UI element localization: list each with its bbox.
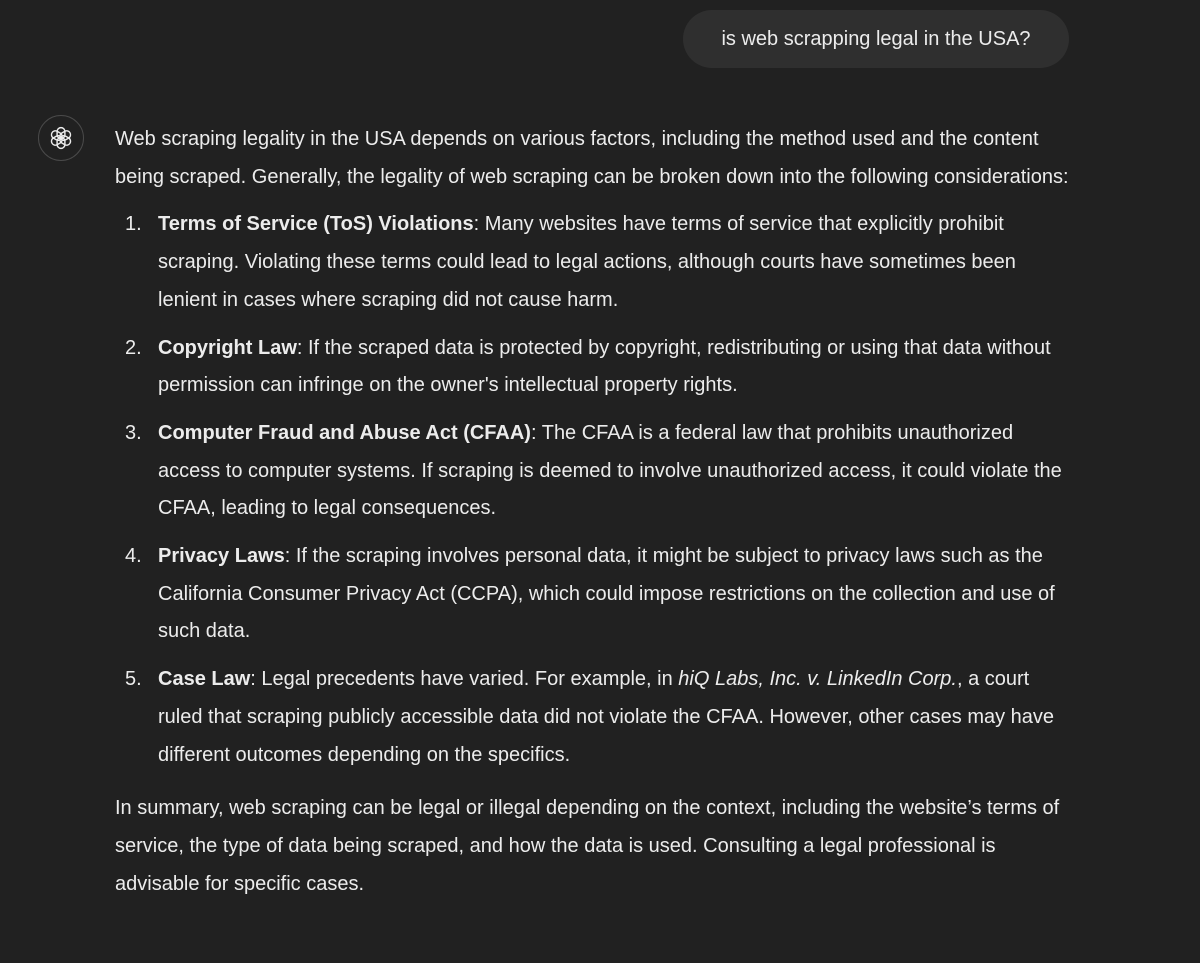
list-item-number: 2. (125, 336, 142, 359)
list-item-text-continued: , a court ruled that scraping publicly accessible data did not violate the CFAA. However, other cases may have different outcomes depending on the specifics. (158, 668, 1055, 766)
list-item-number: 3. (125, 421, 142, 444)
user-message-text: is web scrapping legal in the USA? (721, 28, 1031, 50)
case-name: hiQ Labs, Inc. v. LinkedIn Corp. (678, 668, 957, 691)
response-intro: Web scraping legality in the USA depends on various factors, including the method used and the content being scraped. Generally, the legality of web scraping can be broken down into the following considerations: (115, 128, 1069, 188)
assistant-avatar (38, 115, 84, 161)
list-item (115, 538, 1075, 651)
response-summary: In summary, web scraping can be legal or illegal depending on the context, including the website’s terms of service, the type of data being scraped, and how the data is used. Consulting a legal professional is advisable for specific cases. (115, 797, 1060, 895)
list-item (115, 206, 1075, 319)
list-item-text: : The CFAA is a federal law that prohibits unauthorized access to computer systems. If scraping is deemed to involve unauthorized access, it could violate the CFAA, leading to legal consequences. (158, 421, 1062, 520)
list-item-text: : If the scraped data is protected by copyright, redistributing or using that data without permission can infringe on the owner's intellectual property rights. (158, 336, 1051, 397)
list-item (115, 330, 1075, 405)
list-item-title: Terms of Service (ToS) Violations (158, 213, 474, 236)
list-item-title: Copyright Law (158, 336, 297, 359)
assistant-response (115, 121, 1075, 903)
list-item-text: : If the scraping involves personal data, it might be subject to privacy laws such as the California Consumer Privacy Act (CCPA), which could impose restrictions on the collection and use of such data. (158, 545, 1055, 643)
list-item (115, 661, 1075, 774)
list-item-number: 5. (125, 668, 142, 691)
list-item (115, 415, 1075, 528)
openai-logo-icon (48, 125, 74, 151)
list-item-text: : Legal precedents have varied. For example, in (250, 668, 679, 691)
user-message-bubble (683, 10, 1069, 68)
list-item-title: Case Law (158, 668, 251, 691)
list-item-title: Computer Fraud and Abuse Act (CFAA) (158, 421, 531, 444)
list-item-text: : Many websites have terms of service that explicitly prohibit scraping. Violating these terms could lead to legal actions, although courts have sometimes been lenient in cases where scraping did not cause harm. (158, 213, 1016, 311)
list-item-title: Privacy Laws (158, 545, 285, 568)
list-item-number: 4. (125, 545, 142, 568)
list-item-number: 1. (125, 213, 142, 236)
considerations-list (115, 206, 1075, 774)
